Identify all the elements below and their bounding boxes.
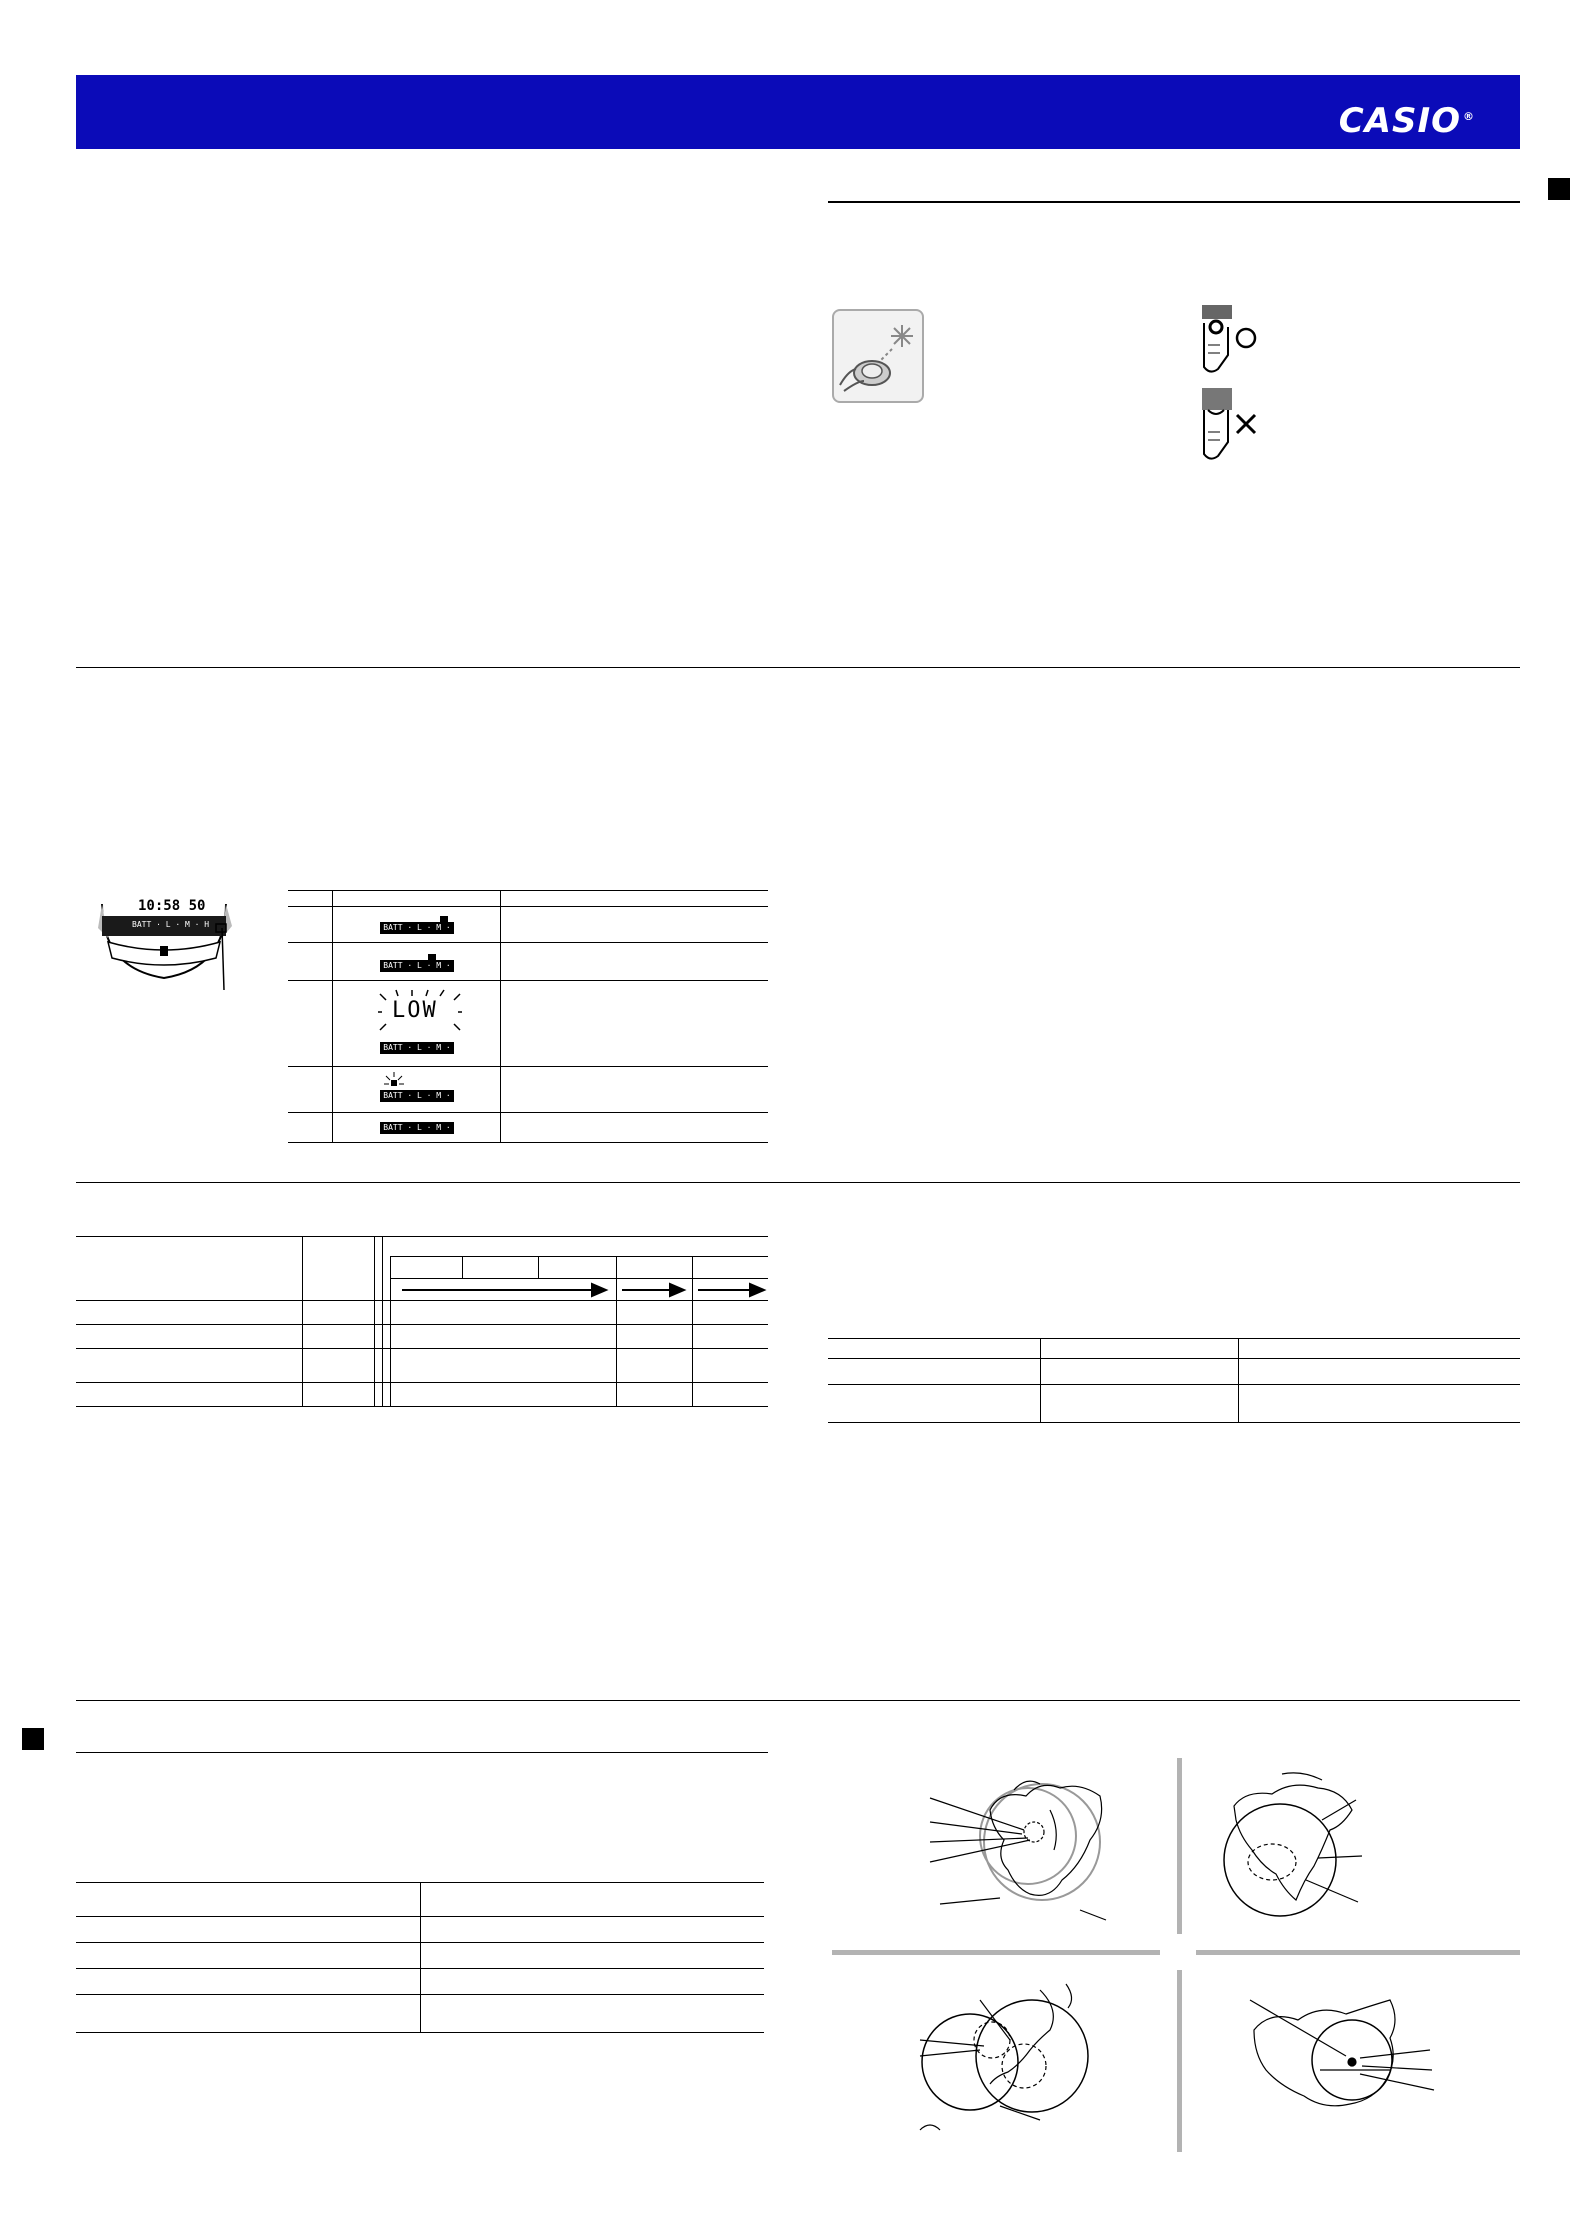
- circle-mark-icon: [1234, 326, 1258, 350]
- page-marker-right: [1548, 178, 1570, 200]
- battery-segment-high: [440, 916, 448, 922]
- section-rule-1: [76, 667, 1520, 668]
- battery-indicator-level-1: BATT · L · M · H: [380, 922, 454, 934]
- battery-indicator-level-4: BATT · L · M · H: [380, 1090, 454, 1102]
- map-europe: [930, 1770, 1130, 1930]
- map-north-america: [1222, 1770, 1382, 1930]
- watch-batt-label: BATT · L · M · H: [132, 920, 210, 929]
- station-table: [76, 1882, 764, 2034]
- section-rule-bottom-left: [76, 1752, 768, 1753]
- map-divider-top: [1177, 1758, 1182, 1934]
- map-divider-right: [1196, 1950, 1520, 1955]
- battery-indicator-level-3: BATT · L · M · H: [380, 1042, 454, 1054]
- map-divider-bottom: [1177, 1970, 1182, 2152]
- usage-table: [828, 1338, 1520, 1424]
- watch-time-digits: 10:58 50: [138, 898, 206, 914]
- page-marker-left: [22, 1728, 44, 1750]
- battery-indicator-level-5: BATT · L · M · H: [380, 1122, 454, 1134]
- flashing-segment-icon: [384, 1072, 404, 1090]
- wrist-uncovered-icon: [1196, 305, 1236, 377]
- map-china: [1250, 1990, 1440, 2120]
- map-divider-left: [832, 1950, 1160, 1955]
- battery-indicator-level-2: BATT · L · M · H: [380, 960, 454, 972]
- section-rule-2: [76, 1182, 1520, 1183]
- solar-panel-light-icon: [832, 309, 924, 403]
- charge-level-arrows: [76, 1236, 768, 1300]
- section-rule-top-right: [828, 201, 1520, 203]
- low-warning-display: [378, 990, 462, 1038]
- header-bar: [76, 75, 1520, 149]
- watch-battery-display: [98, 898, 238, 992]
- battery-segment-medium: [428, 954, 436, 960]
- cross-mark-icon: [1234, 412, 1258, 436]
- low-text: LOW: [392, 998, 438, 1023]
- wrist-covered-icon: [1196, 388, 1236, 464]
- map-japan: [920, 1980, 1120, 2150]
- battery-level-table: [288, 890, 768, 1146]
- casio-logo: CASIO ®: [1338, 101, 1475, 141]
- section-rule-3: [76, 1700, 1520, 1701]
- charging-time-table: [76, 1236, 768, 1410]
